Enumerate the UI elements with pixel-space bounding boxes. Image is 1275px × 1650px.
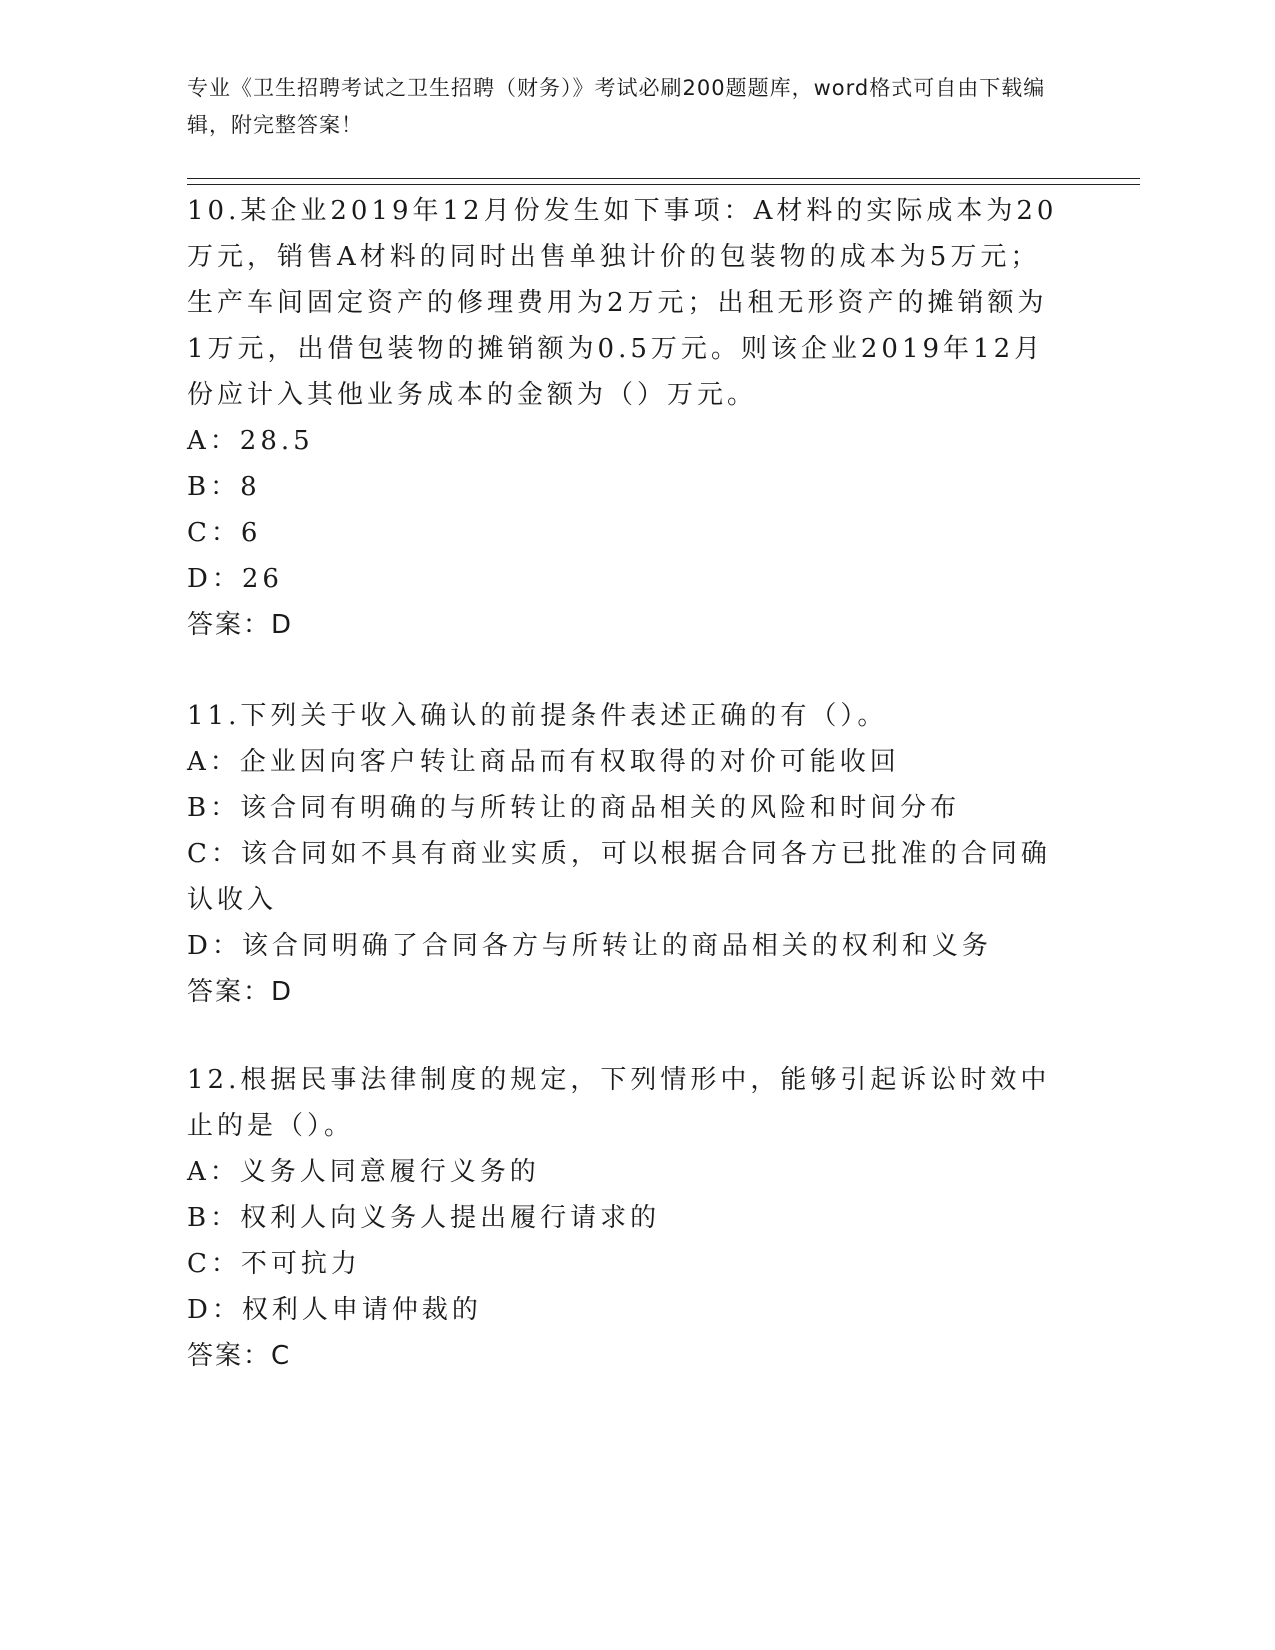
question-stem: 10.某企业2019年12月份发生如下事项：A材料的实际成本为20万元，销售A材料的同时出售单独计价的包装物的成本为5万元；生产车间固定资产的修理费用为2万元；出租无形资产的摊销额为1万元，出借包装物的摊销额为0.5万元。则该企业2019年12月份应计入其他业务成本的金额为（）万元。 [187, 196, 1058, 410]
answer-line: 答案：C [187, 1341, 292, 1371]
option-b: B：该合同有明确的与所转让的商品相关的风险和时间分布 [187, 793, 961, 823]
question-11 [187, 693, 1067, 1015]
option-d: D：该合同明确了合同各方与所转让的商品相关的权利和义务 [187, 931, 992, 961]
question-stem: 12.根据民事法律制度的规定，下列情形中，能够引起诉讼时效中止的是（）。 [187, 1065, 1051, 1141]
question-12 [187, 1057, 1067, 1379]
option-c: C：不可抗力 [187, 1249, 361, 1279]
answer-line: 答案：D [187, 610, 294, 640]
option-a: A：28.5 [187, 426, 314, 456]
option-a: A：企业因向客户转让商品而有权取得的对价可能收回 [187, 747, 900, 777]
question-10 [187, 188, 1067, 648]
option-a: A：义务人同意履行义务的 [187, 1157, 540, 1187]
document-header: 专业《卫生招聘考试之卫生招聘（财务）》考试必刷200题题库，word格式可自由下载编辑，附完整答案！ [187, 76, 1046, 137]
option-c: C：该合同如不具有商业实质，可以根据合同各方已批准的合同确认收入 [187, 839, 1051, 915]
option-c: C：6 [187, 518, 262, 548]
question-stem: 11.下列关于收入确认的前提条件表述正确的有（）。 [187, 701, 888, 731]
answer-line: 答案：D [187, 977, 294, 1007]
option-b: B：权利人向义务人提出履行请求的 [187, 1203, 661, 1233]
header-divider-top [187, 178, 1140, 179]
option-b: B：8 [187, 472, 261, 502]
option-d: D：26 [187, 564, 283, 594]
option-d: D：权利人申请仲裁的 [187, 1295, 482, 1325]
header-divider-bottom [187, 184, 1140, 185]
